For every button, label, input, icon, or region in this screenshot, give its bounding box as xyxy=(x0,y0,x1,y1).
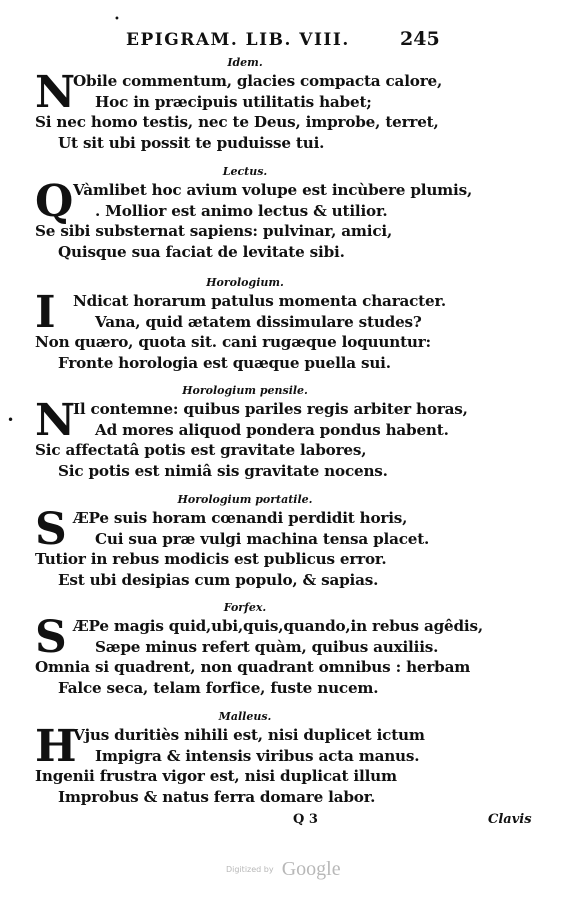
epigram-forfex xyxy=(35,600,483,698)
epigram-lectus xyxy=(35,164,473,262)
verse-text: Il contemne: quibus pariles regis arbiter horas, xyxy=(73,400,468,418)
printer-mark-top: • xyxy=(114,14,120,25)
verse-line: Cui sua præ vulgi machina tensa placet. xyxy=(95,529,430,548)
verse-line: Improbus & natus ferra domare labor. xyxy=(58,787,376,806)
verse-line: Falce seca, telam forfice, fuste nucem. xyxy=(58,678,379,697)
verse-line: Fronte horologia est quæque puella sui. xyxy=(58,353,391,372)
signature-mark: Q 3 xyxy=(293,812,318,827)
verse-line: Tutior in rebus modicis est publicus error. xyxy=(35,550,387,568)
verse-text: Vjus duritiès nihili est, nisi duplicet ictum xyxy=(73,726,425,744)
google-logo: Google xyxy=(281,858,341,880)
page-number: 245 xyxy=(400,28,440,50)
verse-line: . Mollior est animo lectus & utilior. xyxy=(95,201,388,220)
epigram-title: Lectus. xyxy=(222,165,268,178)
digitization-watermark xyxy=(226,858,341,881)
drop-cap: H xyxy=(35,721,77,772)
verse-line: Non quæro, quota sit. cani rugæque loquuntur: xyxy=(35,333,431,351)
epigram-title: Horologium portatile. xyxy=(177,493,313,506)
epigram-title: Horologium pensile. xyxy=(182,384,308,397)
verse-text: ÆPe magis quid,ubi,quis,quando,in rebus agêdis, xyxy=(73,617,483,635)
verse-text: Ndicat horarum patulus momenta character. xyxy=(73,292,446,310)
verse-line: Se sibi substernat sapiens: pulvinar, amici, xyxy=(35,222,393,240)
epigram-horologium-portatile xyxy=(35,492,430,590)
epigram-malleus xyxy=(35,709,425,807)
page-header xyxy=(126,28,440,54)
verse-line: Omnia si quadrent, non quadrant omnibus : herbam xyxy=(35,658,471,676)
verse-line: Sic potis est nimiâ sis gravitate nocens. xyxy=(58,461,388,480)
verse-text: Vàmlibet hoc avium volupe est incùbere plumis, xyxy=(73,181,473,199)
drop-cap: N xyxy=(35,67,76,118)
verse-line: Ad mores aliquod pondera pondus habent. xyxy=(95,420,449,439)
running-title: EPIGRAM. LIB. VIII. xyxy=(126,30,350,50)
drop-cap: S xyxy=(35,504,67,555)
catchword: Clavis xyxy=(488,812,532,827)
verse-line: Est ubi desipias cum populo, & sapias. xyxy=(58,570,379,589)
verse-text: Obile commentum, glacies compacta calore, xyxy=(73,72,443,90)
epigram-horologium-pensile xyxy=(35,383,468,481)
drop-cap: S xyxy=(35,612,67,663)
epigram-title: Horologium. xyxy=(206,276,284,289)
verse-line: Impigra & intensis viribus acta manus. xyxy=(95,746,420,765)
verse-line: Sic affectatâ potis est gravitate labores, xyxy=(35,441,367,459)
drop-cap: Q xyxy=(35,176,74,227)
verse-line: Quisque sua faciat de levitate sibi. xyxy=(58,242,345,261)
epigram-title: Idem. xyxy=(227,56,263,69)
verse-line: Sæpe minus refert quàm, quibus auxiliis. xyxy=(95,637,439,656)
epigram-title: Forfex. xyxy=(223,601,267,614)
verse-line: Vana, quid ætatem dissimulare studes? xyxy=(95,312,422,331)
epigram-title: Malleus. xyxy=(218,710,272,723)
verse-line: Hoc in præcipuis utilitatis habet; xyxy=(95,92,372,111)
watermark-caption: Digitized by xyxy=(226,865,274,874)
verse-text: ÆPe suis horam cœnandi perdidit horis, xyxy=(73,509,408,527)
epigram-idem xyxy=(35,55,443,153)
verse-line: Ut sit ubi possit te puduisse tui. xyxy=(58,133,325,152)
drop-cap: N xyxy=(35,395,76,446)
verse-line: Si nec homo testis, nec te Deus, improbe, terret, xyxy=(35,113,439,131)
epigram-horologium xyxy=(35,275,446,373)
drop-cap: I xyxy=(35,287,56,338)
verse-line: Ingenii frustra vigor est, nisi duplicat illum xyxy=(35,767,397,785)
printer-mark-left: • xyxy=(7,413,15,427)
